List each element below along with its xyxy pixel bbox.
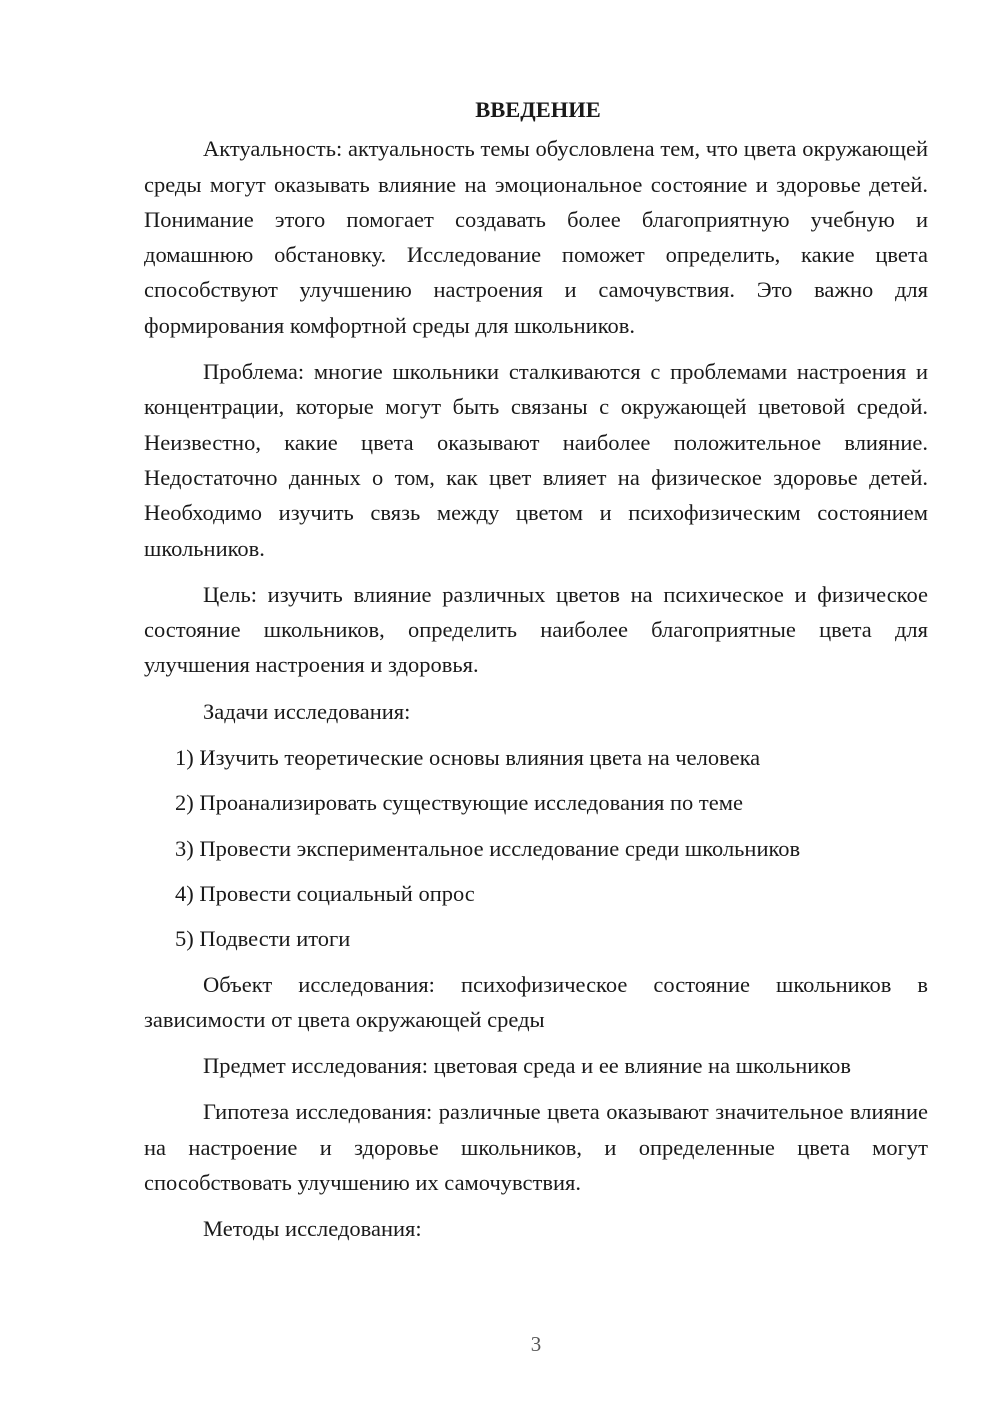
list-item: 5) Подвести итоги <box>175 926 351 952</box>
goal-paragraph: Цель: изучить влияние различных цветов на психическое и физическое состояние школьников, определить наиболее благоприятные цвета для улучшения настроения и здоровья. <box>144 581 928 678</box>
list-item: 4) Провести социальный опрос <box>175 880 475 906</box>
tasks-heading: Задачи исследования: <box>203 698 411 724</box>
tasks-list <box>144 740 928 956</box>
problem-paragraph: Проблема: многие школьники сталкиваются с проблемами настроения и концентрации, которые могут быть связаны с окружающей цветовой средой. Неизвестно, какие цвета оказывают наиболее положительное влияние. Недостаточно данных о том, как цвет влияет на физическое здоровье детей. Необходимо изучить связь между цветом и психофизическим состоянием школьников. <box>144 359 928 561</box>
page-number: 3 <box>530 1332 542 1356</box>
object-paragraph: Объект исследования: психофизическое состояние школьников в зависимости от цвета окружающей среды <box>144 971 928 1032</box>
list-item: 3) Провести экспериментальное исследование среди школьников <box>175 835 801 861</box>
subject-paragraph: Предмет исследования: цветовая среда и ее влияние на школьников <box>203 1053 852 1079</box>
page-title: ВВЕДЕНИЕ <box>475 97 601 122</box>
list-item: 1) Изучить теоретические основы влияния цвета на человека <box>175 745 761 771</box>
relevance-paragraph: Актуальность: актуальность темы обусловлена тем, что цвета окружающей среды могут оказывать влияние на эмоциональное состояние и здоровье детей. Понимание этого помогает создавать более благоприятную учебную и домашнюю обстановку. Исследование поможет определить, какие цвета способствуют улучшению настроения и самочувствия. Это важно для формирования комфортной среды для школьников. <box>144 136 928 338</box>
hypothesis-paragraph: Гипотеза исследования: различные цвета оказывают значительное влияние на настроение и здоровье школьников, и определенные цвета могут способствовать улучшению их самочувствия. <box>144 1099 928 1196</box>
list-item: 2) Проанализировать существующие исследования по теме <box>175 790 743 816</box>
methods-heading: Методы исследования: <box>203 1216 422 1242</box>
page-body <box>144 92 928 1258</box>
